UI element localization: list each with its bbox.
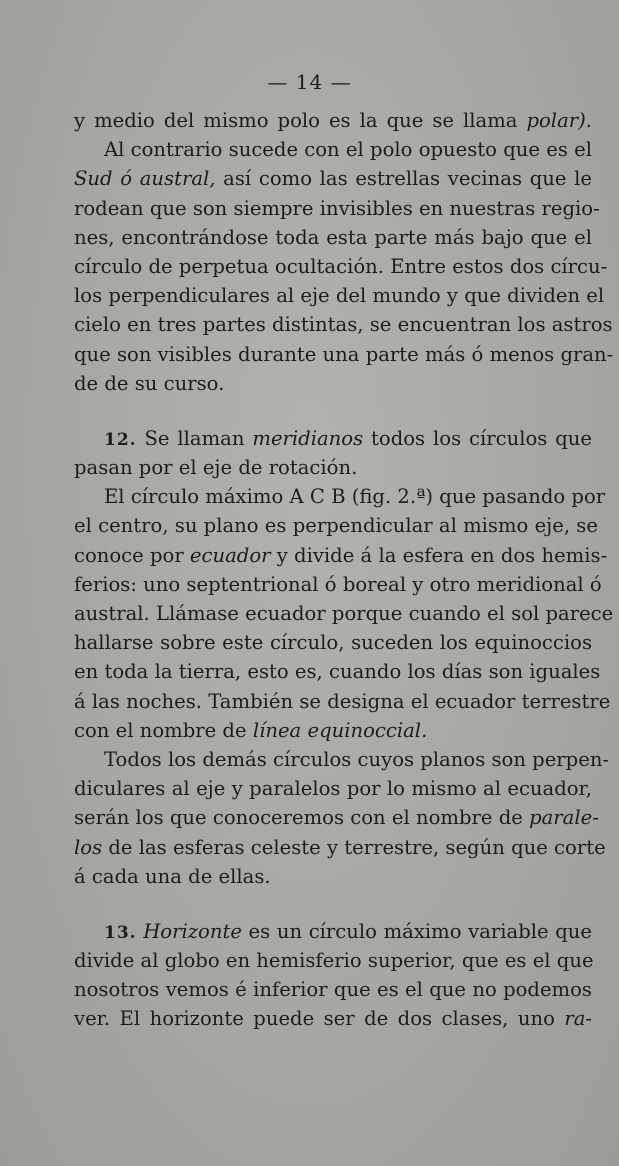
text-line: Todos los demás círculos cuyos planos son perpen- (104, 747, 610, 771)
text-line: conoce por ecuador y divide á la esfera en dos hemis- (74, 543, 608, 567)
section-13-heading-line: 13. Horizonte es un círculo máximo variable que (104, 919, 592, 943)
text-line: ver. El horizonte puede ser de dos clases, uno ra- (74, 1007, 592, 1031)
text-line: á las noches. También se designa el ecuador terrestre (74, 689, 611, 713)
text-line: divide al globo en hemisferio superior, que es el que (74, 949, 594, 973)
text-line: que son visibles durante una parte más ó menos gran- (74, 342, 614, 366)
text-line: Sud ó austral, así como las estrellas vecinas que le (74, 167, 592, 191)
text-line: los de las esferas celeste y terrestre, según que corte (74, 835, 606, 859)
text-line: austral. Llámase ecuador porque cuando el sol parece (74, 602, 614, 625)
page-number: — 14 — (267, 70, 352, 94)
text-line: círculo de perpetua ocultación. Entre estos dos círcu- (74, 254, 608, 278)
text-line: los perpendiculares al eje del mundo y que dividen el (74, 284, 605, 308)
text-line: á cada una de ellas. (74, 864, 271, 888)
text-line: con el nombre de línea equinoccial. (74, 718, 428, 742)
document-body (74, 106, 614, 1034)
section-12-heading-line: 12. Se llaman meridianos todos los círculos que (104, 426, 592, 450)
text-line: rodean que son siempre invisibles en nuestras regio- (74, 196, 600, 220)
section-number: 13. (104, 922, 137, 943)
text-line: cielo en tres partes distintas, se encuentran los astros (74, 313, 613, 337)
text-line: serán los que conoceremos con el nombre de parale- (74, 806, 599, 830)
text-line: de de su curso. (74, 371, 225, 395)
text-line: hallarse sobre este círculo, suceden los equinoccios (74, 631, 592, 655)
section-number: 12. (104, 429, 137, 450)
text-line: ferios: uno septentrional ó boreal y otro meridional ó (74, 572, 602, 596)
text-line: diculares al eje y paralelos por lo mismo al ecuador, (74, 777, 592, 801)
text-line: pasan por el eje de rotación. (74, 456, 358, 480)
text-line: en toda la tierra, esto es, cuando los días son iguales (74, 660, 601, 684)
text-line: El círculo máximo A C B (fig. 2.ª) que pasando por (104, 485, 606, 509)
text-line: nosotros vemos é inferior que es el que no podemos (74, 978, 592, 1002)
text-line: Al contrario sucede con el polo opuesto que es el (104, 138, 592, 162)
text-line: nes, encontrándose toda esta parte más bajo que el (74, 225, 592, 249)
text-line: y medio del mismo polo es la que se llama polar). (74, 109, 592, 132)
text-line: el centro, su plano es perpendicular al mismo eje, se (74, 514, 598, 538)
